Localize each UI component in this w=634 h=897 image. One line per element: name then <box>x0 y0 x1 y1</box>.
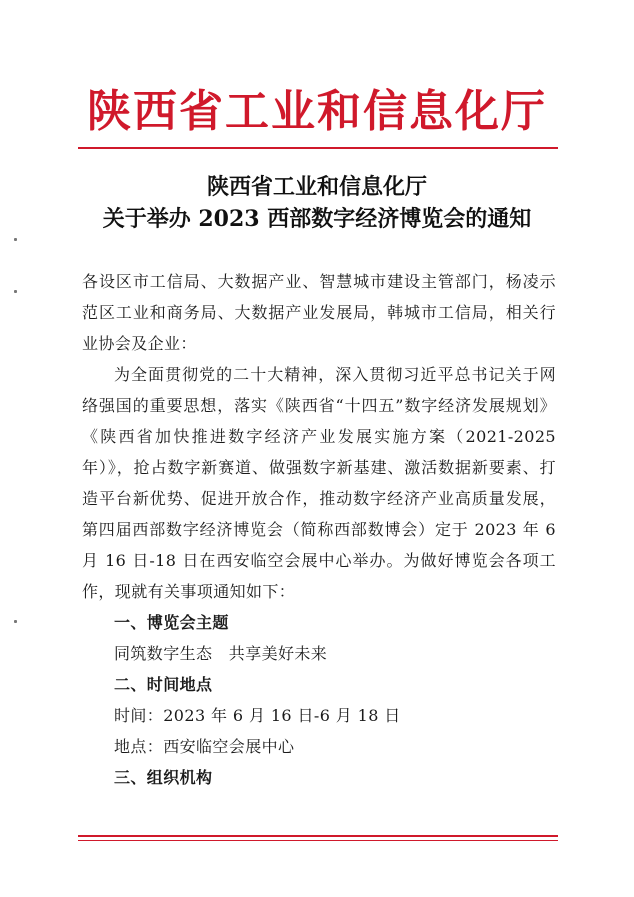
section-2-heading: 二、时间地点 <box>114 675 213 694</box>
footer-red-rule <box>78 835 558 837</box>
intro-paragraph: 为全面贯彻党的二十大精神，深入贯彻习近平总书记关于网络强国的重要思想，落实《陕西省“十四五”数字经济发展规划》《陕西省加快推进数字经济产业发展实施方案（2021-2025 年）》，抢占数字新赛道、做强数字新基建、激活数据新要素、打造平台新优势、促进开放合作，推动数字经济产业高质量发展，第四届西部数字经济博览会（简称西部数博会）定于 2023 年 6 月 16 日-18 日在西安临空会展中心举办。为做好博览会各项工作，现就有关事项通知如下： <box>82 365 556 601</box>
section-2-time: 时间：2023 年 6 月 16 日-6 月 18 日 <box>114 706 401 725</box>
salutation: 各设区市工信局、大数据产业、智慧城市建设主管部门，杨凌示范区工业和商务局、大数据产业发展局，韩城市工信局，相关行业协会及企业： <box>82 272 556 353</box>
footer-red-rule-thin <box>78 840 558 841</box>
section-3-heading: 三、组织机构 <box>114 768 213 787</box>
section-2-place: 地点：西安临空会展中心 <box>114 737 295 756</box>
section-1-theme: 同筑数字生态 共享美好未来 <box>114 644 328 663</box>
document-body <box>82 266 556 793</box>
letterhead-red-rule <box>78 147 558 149</box>
scan-mark <box>14 238 17 241</box>
document-title-issuer: 陕西省工业和信息化厅 <box>206 174 427 200</box>
scan-mark <box>14 290 17 293</box>
letterhead: 陕西省工业和信息化厅 <box>87 86 547 137</box>
scan-mark <box>14 620 17 623</box>
section-1-heading: 一、博览会主题 <box>114 613 229 632</box>
document-title-subject: 关于举办 2023 西部数字经济博览会的通知 <box>102 206 532 232</box>
